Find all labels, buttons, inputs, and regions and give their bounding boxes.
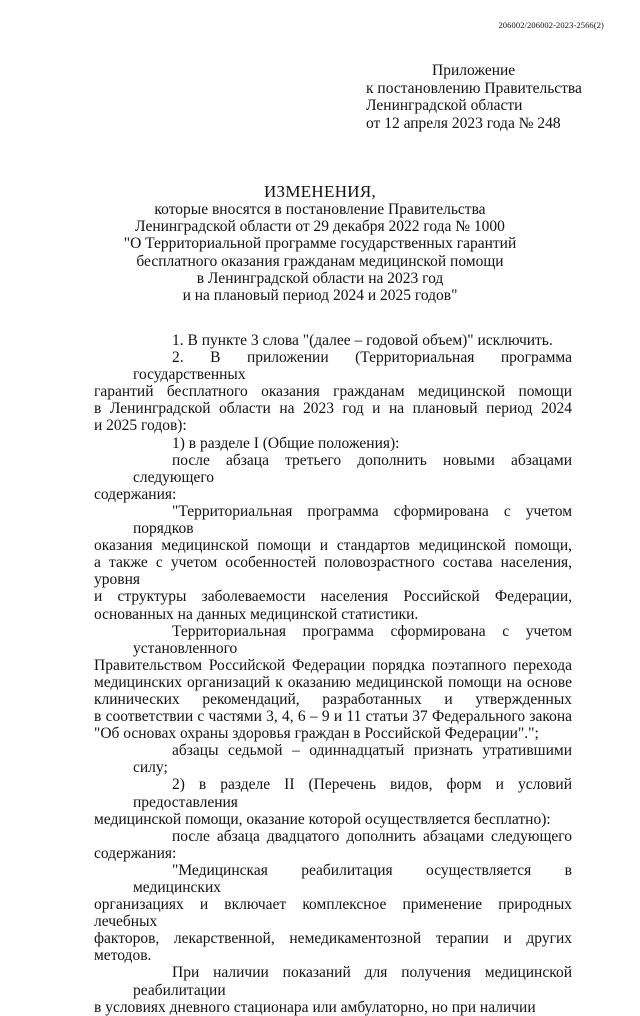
paragraph-line: содержания: <box>94 485 177 503</box>
paragraph-line: 2) в разделе II (Перечень видов, форм и условий предоставления <box>133 776 572 811</box>
paragraph <box>94 452 572 503</box>
paragraph-line: "Медицинская реабилитация осуществляется в медицинских <box>133 861 572 896</box>
paragraph-line: "Об основах охраны здоровья граждан в Российской Федерации"."; <box>94 725 539 743</box>
paragraph <box>94 964 572 1015</box>
paragraph <box>94 503 572 623</box>
paragraph-line: и 2025 годов): <box>94 417 187 435</box>
paragraph-line: 1) в разделе I (Общие положения): <box>172 434 400 452</box>
appendix-line: Приложение <box>432 62 516 79</box>
paragraph <box>94 862 572 965</box>
title-line: Ленинградской области от 29 декабря 2022 года № 1000 <box>135 218 505 236</box>
title-line: и на плановый период 2024 и 2025 годов" <box>182 287 458 305</box>
paragraph-line: медицинских организаций к оказанию медицинской помощи на основе <box>94 673 572 691</box>
paragraph-line: Территориальная программа сформирована с учетом установленного <box>133 622 572 657</box>
paragraph <box>94 623 572 743</box>
paragraph-line: гарантий бесплатного оказания гражданам медицинской помощи <box>94 383 572 401</box>
document-body <box>94 332 572 1016</box>
paragraph <box>94 776 572 827</box>
document-title <box>100 182 540 304</box>
paragraph <box>94 349 572 434</box>
paragraph <box>94 828 572 862</box>
paragraph-line: после абзаца двадцатого дополнить абзацами следующего <box>172 827 572 845</box>
paragraph <box>94 435 572 452</box>
paragraph-line: в Ленинградской области на 2023 год и на плановый период 2024 <box>94 400 572 418</box>
appendix-line: от 12 апреля 2023 года № 248 <box>366 114 561 132</box>
appendix-line: Ленинградской области <box>366 97 523 114</box>
appendix-header <box>366 62 582 132</box>
paragraph-line: При наличии показаний для получения медицинской реабилитации <box>133 964 572 999</box>
paragraph-line: клинических рекомендаций, разработанных и утвержденных <box>94 690 572 708</box>
paragraph-line: факторов, лекарственной, немедикаментозной терапии и других методов. <box>94 930 572 965</box>
title-line: в Ленинградской области на 2023 год <box>196 269 444 287</box>
paragraph-line: Правительством Российской Федерации порядка поэтапного перехода <box>94 656 572 674</box>
paragraph-line: а также с учетом особенностей половозрастного состава населения, уровня <box>94 554 572 589</box>
appendix-line: к постановлению Правительства <box>366 79 582 97</box>
paragraph-line: организациях и включает комплексное применение природных лечебных <box>94 896 572 931</box>
document-id: 206002/206002-2023-2566(2) <box>498 20 604 30</box>
paragraph-line: абзацы седьмой – одиннадцатый признать утратившими силу; <box>133 742 572 777</box>
paragraph-line: 2. В приложении (Территориальная программа государственных <box>133 349 572 384</box>
paragraph-line: основанных на данных медицинской статистики. <box>94 605 419 623</box>
title-main: ИЗМЕНЕНИЯ, <box>263 182 377 201</box>
paragraph-line: в условиях дневного стационара или амбулаторно, но при наличии <box>94 998 536 1016</box>
paragraph-line: после абзаца третьего дополнить новыми абзацами следующего <box>133 451 572 486</box>
paragraph-line: медицинской помощи, оказание которой осуществляется бесплатно): <box>94 810 551 828</box>
paragraph-line: и структуры заболеваемости населения Российской Федерации, <box>94 588 572 606</box>
title-line: "О Территориальной программе государственных гарантий <box>123 235 517 253</box>
paragraph-line: 1. В пункте 3 слова "(далее – годовой объем)" исключить. <box>172 332 553 349</box>
title-line: которые вносятся в постановление Правительства <box>154 201 486 218</box>
paragraph <box>94 742 572 776</box>
paragraph <box>94 332 572 349</box>
paragraph-line: в соответствии с частями 3, 4, 6 – 9 и 11 статьи 37 Федерального закона <box>94 708 572 726</box>
paragraph-line: оказания медицинской помощи и стандартов медицинской помощи, <box>94 537 572 555</box>
paragraph-line: содержания: <box>94 844 177 862</box>
paragraph-line: "Территориальная программа сформирована с учетом порядков <box>133 502 572 538</box>
title-line: бесплатного оказания гражданам медицинской помощи <box>136 252 504 270</box>
